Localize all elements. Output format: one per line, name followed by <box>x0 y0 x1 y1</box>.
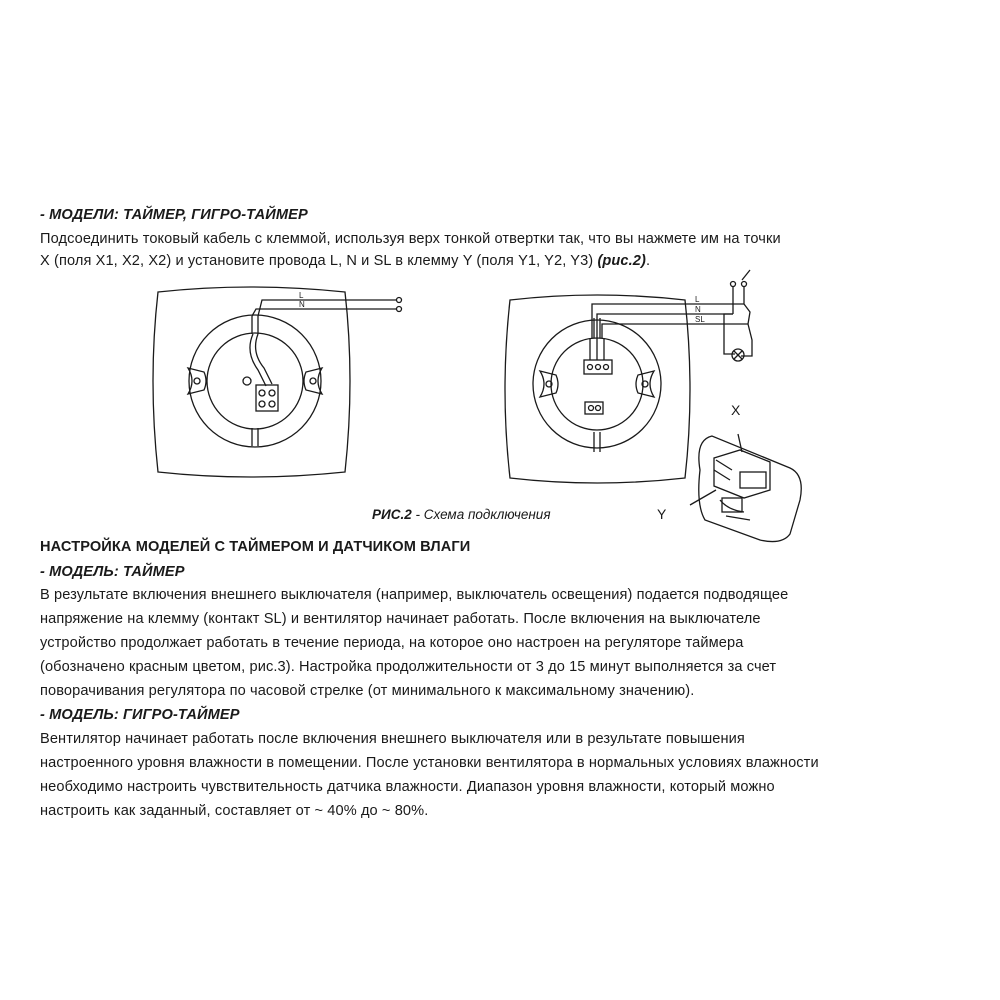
paragraph-end: . <box>645 253 651 269</box>
paragraph-line: устройство продолжает работать в течение периода, на которое оно настроен на регуляторе таймера <box>40 635 744 651</box>
paragraph-line: Вентилятор начинает работать после включения внешнего выключателя или в результате повышения <box>40 731 745 747</box>
section-heading-timer-hygro: - МОДЕЛИ: ТАЙМЕР, ГИГРО-ТАЙМЕР <box>40 207 308 223</box>
mount-tab-left <box>188 368 206 394</box>
wire-L-left <box>258 300 396 316</box>
cable-left <box>250 334 272 386</box>
label-SL-right: SL <box>695 315 705 324</box>
paragraph-line: напряжение на клемму (контакт SL) и вентилятор начинает работать. После включения на выключателе <box>40 611 761 627</box>
caption-figure-number: РИС.2 <box>372 507 412 522</box>
label-N-right: N <box>695 305 701 314</box>
caption-title: - Схема подключения <box>411 507 551 522</box>
wire-L-right <box>592 304 744 338</box>
terminal-block-left <box>256 385 278 411</box>
label-N-left: N <box>299 300 305 309</box>
terminal-detail <box>699 436 801 542</box>
paragraph-line: необходимо настроить чувствительность датчика влажности. Диапазон уровня влажности, который можно <box>40 779 775 795</box>
figure-caption <box>372 507 551 522</box>
switch-circuit <box>724 286 752 356</box>
label-Y: Y <box>657 506 667 522</box>
terminal-block-right-top <box>584 360 612 374</box>
section-heading-timer: - МОДЕЛЬ: ТАЙМЕР <box>40 564 185 580</box>
paragraph-line: В результате включения внешнего выключателя (например, выключатель освещения) подается подводящее <box>40 587 789 603</box>
paragraph-line: настроить как заданный, составляет от ~ 40% до ~ 80%. <box>40 803 429 819</box>
label-L-right: L <box>695 295 700 304</box>
wire-N-left <box>252 309 396 316</box>
label-X: X <box>731 402 741 418</box>
paragraph-text: X (поля X1, X2, X2) и установите провода L, N и SL в клемму Y (поля Y1, Y2, Y3) <box>40 253 598 269</box>
fan-ring-outer-left <box>189 315 321 447</box>
paragraph-line: (обозначено красным цветом, рис.3). Настройка продолжительности от 3 до 15 минут выполняется за счет <box>40 659 777 675</box>
paragraph-line: поворачивания регулятора по часовой стрелке (от минимального к максимальному значению). <box>40 683 695 699</box>
paragraph-line: Подсоединить токовый кабель с клеммой, используя верх тонкой отвертки так, что вы нажмете им на точки <box>40 231 781 247</box>
figure-reference: (рис.2) <box>597 253 646 269</box>
wire-N-right <box>597 314 733 338</box>
section-heading-hygro: - МОДЕЛЬ: ГИГРО-ТАЙМЕР <box>40 707 240 723</box>
mount-tab-right <box>304 368 322 394</box>
paragraph-line: настроенного уровня влажности в помещении. После установки вентилятора в нормальных условиях влажности <box>40 755 819 771</box>
label-L-left: L <box>299 291 304 300</box>
settings-heading: НАСТРОЙКА МОДЕЛЕЙ С ТАЙМЕРОМ И ДАТЧИКОМ ВЛАГИ <box>40 539 471 555</box>
